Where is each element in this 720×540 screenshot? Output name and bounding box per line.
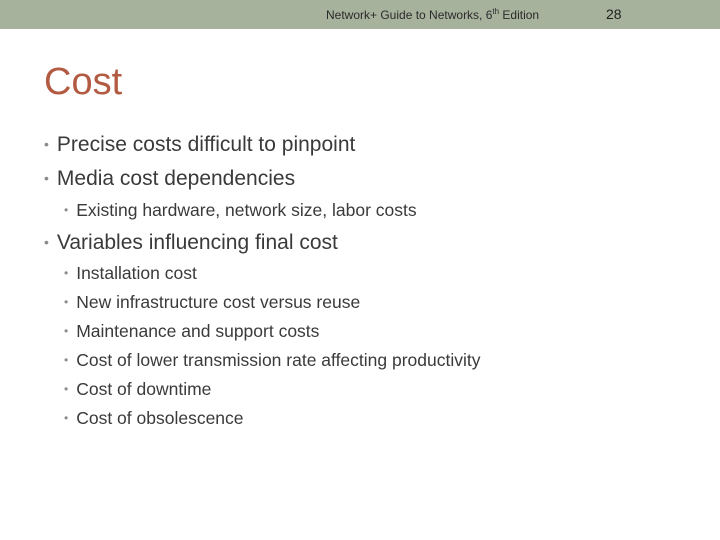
bullet-item: [44, 132, 355, 159]
bullet-icon: •: [44, 170, 49, 186]
bullet-icon: •: [64, 324, 69, 338]
slide-number: 28: [606, 6, 622, 22]
header-text: Network+ Guide to Networks, 6th Edition: [326, 7, 540, 22]
sub-bullet-item: [64, 262, 197, 286]
bullet-icon: •: [64, 266, 69, 280]
bullet-icon: •: [64, 203, 69, 217]
sub-bullet-item: [64, 407, 244, 431]
bullet-icon: •: [64, 353, 69, 367]
bullet-item: [44, 166, 295, 193]
sub-bullet-item: [64, 378, 211, 402]
sub-bullet-item: [64, 199, 417, 223]
bullet-text: Variables influencing final cost: [56, 231, 338, 254]
sub-bullet-item: [64, 291, 360, 315]
bullet-icon: •: [44, 136, 49, 152]
bullet-icon: •: [64, 411, 69, 425]
bullet-text: Precise costs difficult to pinpoint: [56, 133, 356, 156]
bullet-icon: •: [64, 295, 69, 309]
sub-bullet-text: Installation cost: [76, 263, 197, 283]
sub-bullet-text: Cost of downtime: [76, 379, 212, 399]
sub-bullet-text: Cost of lower transmission rate affecting productivity: [76, 350, 481, 370]
bullet-item: [44, 230, 338, 257]
sub-bullet-text: Existing hardware, network size, labor costs: [76, 200, 417, 220]
sub-bullet-text: Cost of obsolescence: [76, 408, 244, 428]
sub-bullet-item: [64, 349, 481, 373]
slide-title: Cost: [44, 61, 123, 103]
sub-bullet-item: [64, 320, 319, 344]
bullet-icon: •: [44, 234, 49, 250]
bullet-icon: •: [64, 382, 69, 396]
sub-bullet-text: Maintenance and support costs: [76, 321, 320, 341]
bullet-text: Media cost dependencies: [56, 167, 296, 190]
sub-bullet-text: New infrastructure cost versus reuse: [76, 292, 361, 312]
